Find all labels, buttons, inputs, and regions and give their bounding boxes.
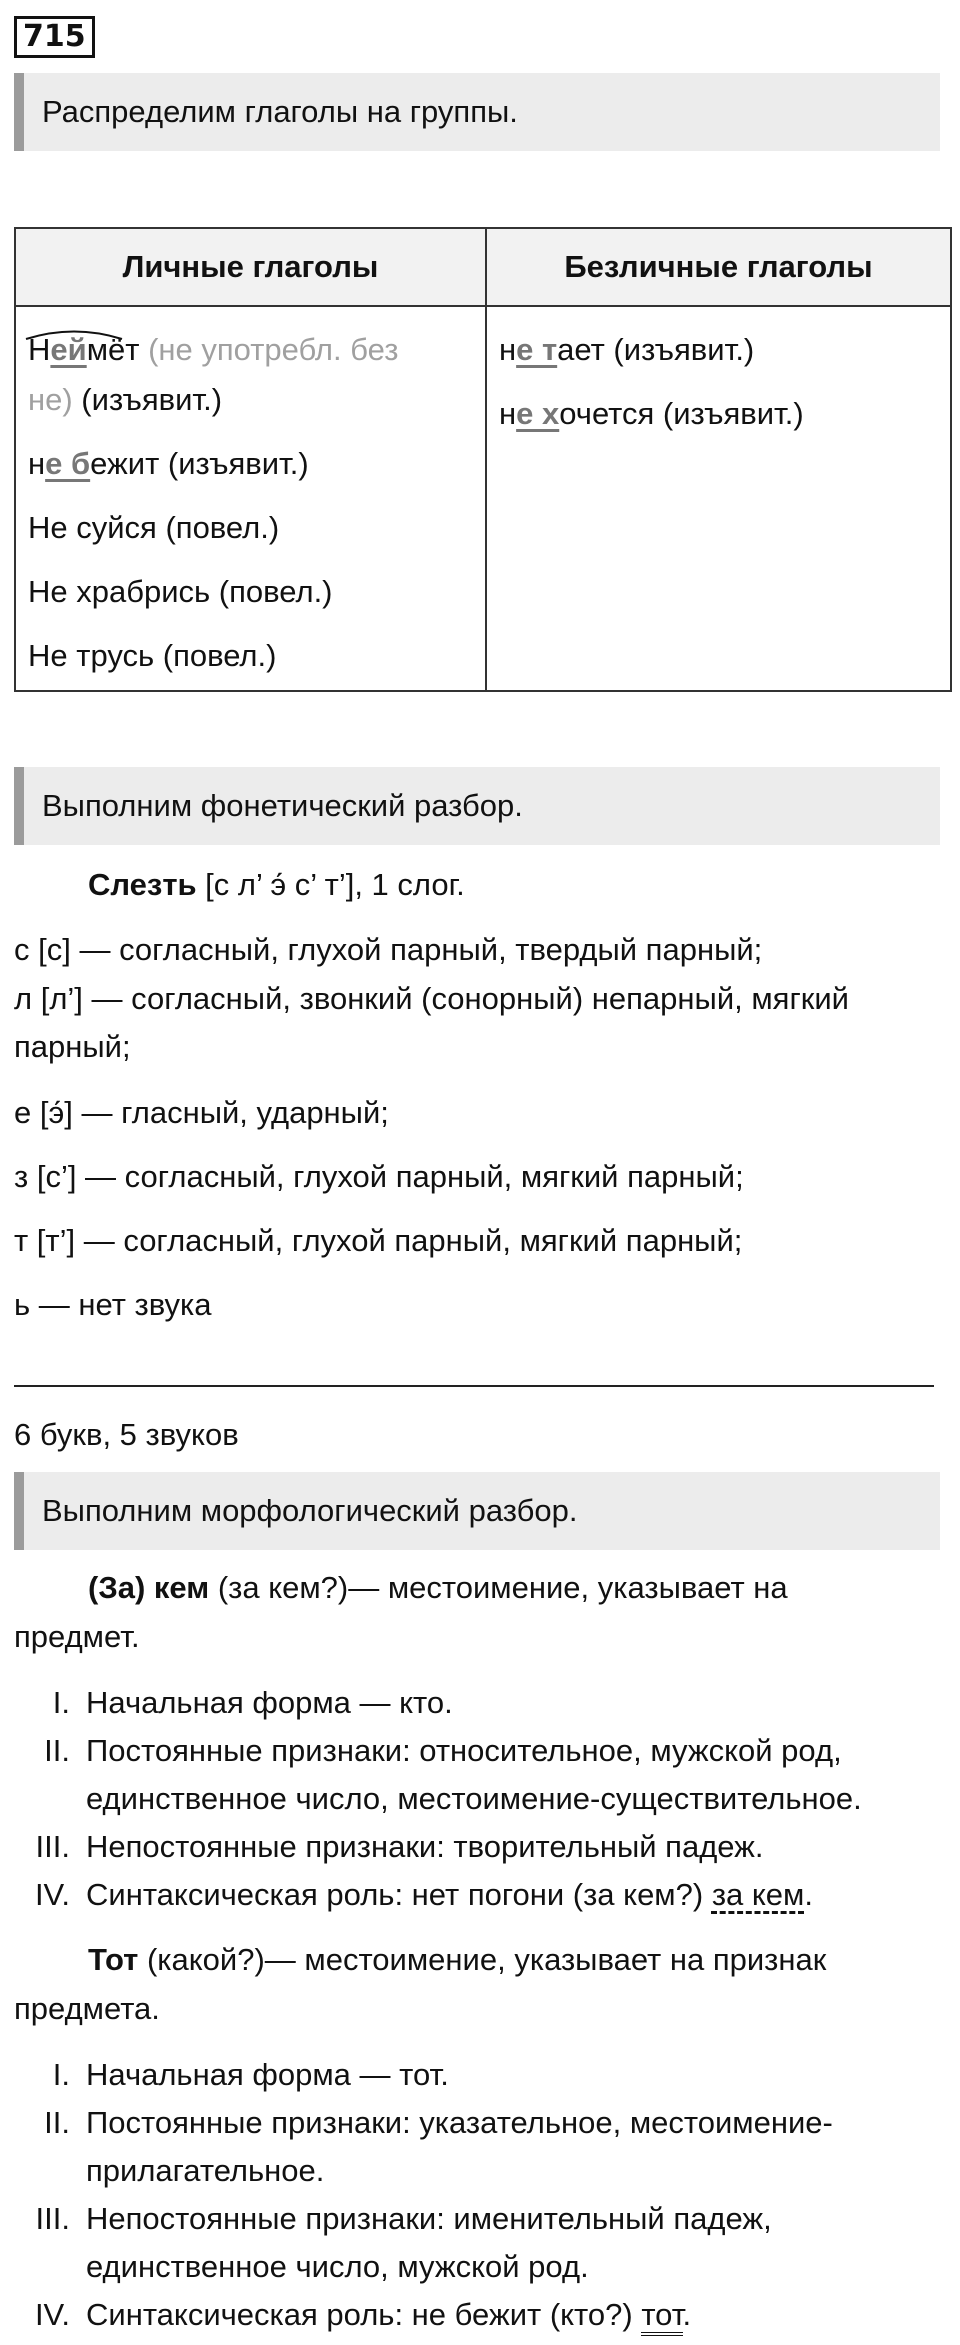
phonetic-line: парный; [14,1029,131,1064]
phonetic-summary: 6 букв, 5 звуков [14,1417,239,1452]
phonetic-line: е [э́] — гласный, ударный; [14,1095,389,1130]
list-item: не хочется (изъявит.) [499,396,804,431]
list-item: II. Постоянные признаки: указательное, местоимение- [44,2105,833,2140]
list-item: Не храбрись (повел.) [28,574,333,609]
list-item: IV. Синтаксическая роль: нет погони (за кем?) за кем. [34,1877,813,1912]
morph-word-2-cont: предмета. [14,1991,160,2026]
list-item: III. Непостоянные признаки: именительный падеж, [35,2201,772,2236]
list-item: I. Начальная форма — тот. [52,2057,449,2092]
morph-word-2: Тот (какой?)— местоимение, указывает на признак [88,1942,827,1977]
phonetic-word-line: Слезть [с л’ э́ с’ т’], 1 слог. [88,867,465,902]
morph-list-2 [14,2051,934,2339]
list-item: единственное число, местоимение-существительное. [86,1781,862,1816]
list-item: Неймёт (не употребл. без не) (изъявит.) [28,332,399,417]
list-item: Не трусь (повел.) [28,638,277,673]
divider [14,1385,934,1387]
section-heading-phonetic: Выполним фонетический разбор. [14,767,940,845]
table-header-personal: Личные глаголы [15,228,486,306]
morph-word-1: (За) кем (за кем?)— местоимение, указывает на [88,1570,788,1605]
table-header-impersonal: Безличные глаголы [486,228,951,306]
verb-table [14,227,952,692]
list-item: IV. Синтаксическая роль: не бежит (кто?) тот. [14,2291,934,2339]
morph-list-1 [14,1679,934,1919]
list-item: III. Непостоянные признаки: творительный падеж. [35,1829,764,1864]
list-item: прилагательное. [86,2153,325,2188]
list-item: I. Начальная форма — кто. [52,1685,453,1720]
task-number: 715 [14,16,95,58]
morph-word-1-cont: предмет. [14,1619,140,1654]
impersonal-verbs-cell [486,306,951,691]
morpheme-root-arc: Неймёт [28,332,140,367]
list-item: единственное число, мужской род. [86,2249,589,2284]
section-heading-groups: Распределим глаголы на группы. [14,73,940,151]
personal-verbs-cell [15,306,486,691]
list-item: Не суйся (повел.) [28,510,280,545]
phonetic-line: т [т’] — согласный, глухой парный, мягкий парный; [14,1223,743,1258]
section-heading-morph: Выполним морфологический разбор. [14,1472,940,1550]
phonetic-line: ь — нет звука [14,1287,212,1322]
list-item: II. Постоянные признаки: относительное, мужской род, [44,1733,842,1768]
phonetic-line: з [с’] — согласный, глухой парный, мягкий парный; [14,1159,744,1194]
list-item: не тает (изъявит.) [499,332,755,367]
phonetic-line: л [л’] — согласный, звонкий (сонорный) непарный, мягкий [14,981,849,1016]
list-item: не бежит (изъявит.) [28,446,309,481]
phonetic-line: с [с] — согласный, глухой парный, твердый парный; [14,932,763,967]
